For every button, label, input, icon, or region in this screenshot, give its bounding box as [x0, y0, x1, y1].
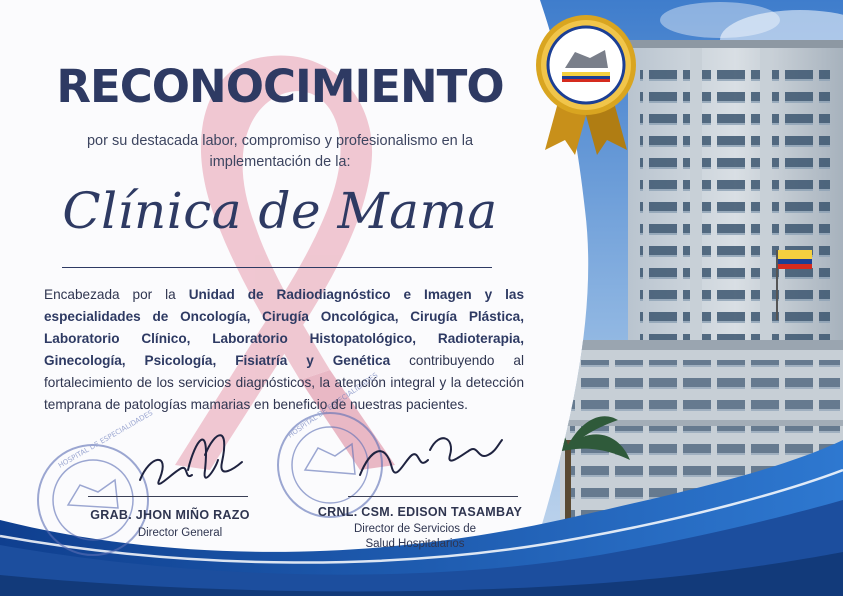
divider-line	[62, 267, 492, 268]
signatory-name-right: CRNL. CSM. EDISON TASAMBAY	[317, 505, 523, 519]
signatory-role-right-line-2: Salud Hospitalarios	[365, 538, 465, 550]
body-departments: Unidad de Radiodiagnóstico e Imagen y las especialidades de Oncología, Cirugía Oncológica, Cirugía Plástica, Laboratorio Clínico, Laboratorio Histopatológico, Radioterapia, Ginecología, Psicología, Fisiatría y Genética	[44, 287, 524, 368]
body-intro: Encabezada por la	[44, 287, 189, 302]
signature-line-left	[88, 496, 248, 497]
signatory-role-right	[330, 522, 500, 552]
signatory-role-right-line-1: Director de Servicios de	[353, 523, 477, 535]
certificate-title: RECONOCIMIENTO	[56, 60, 504, 113]
program-name: Clínica de Mama	[62, 182, 498, 240]
svg-text:HOSPITAL DE ESPECIALIDADES: HOSPITAL DE ESPECIALIDADES	[57, 408, 155, 470]
signatory-name-left: GRAB. JHON MIÑO RAZO	[90, 508, 250, 522]
signature-line-right	[348, 496, 518, 497]
subtitle-line-1: por su destacada labor, compromiso y profesionalismo en la	[86, 133, 474, 149]
certificate-body	[44, 284, 524, 416]
subtitle-line-2: implementación de la:	[209, 154, 351, 170]
certificate-subtitle	[60, 131, 500, 173]
svg-text:HOSPITAL DE ESPECIALIDADES: HOSPITAL DE ESPECIALIDADES	[286, 371, 380, 440]
signatory-role-left: Director General	[137, 527, 223, 539]
body-rest: contribuyendo al fortalecimiento de los servicios diagnósticos, la atención integral y la detección temprana de patologías mamarias en beneficio de nuestras pacientes.	[44, 353, 524, 412]
